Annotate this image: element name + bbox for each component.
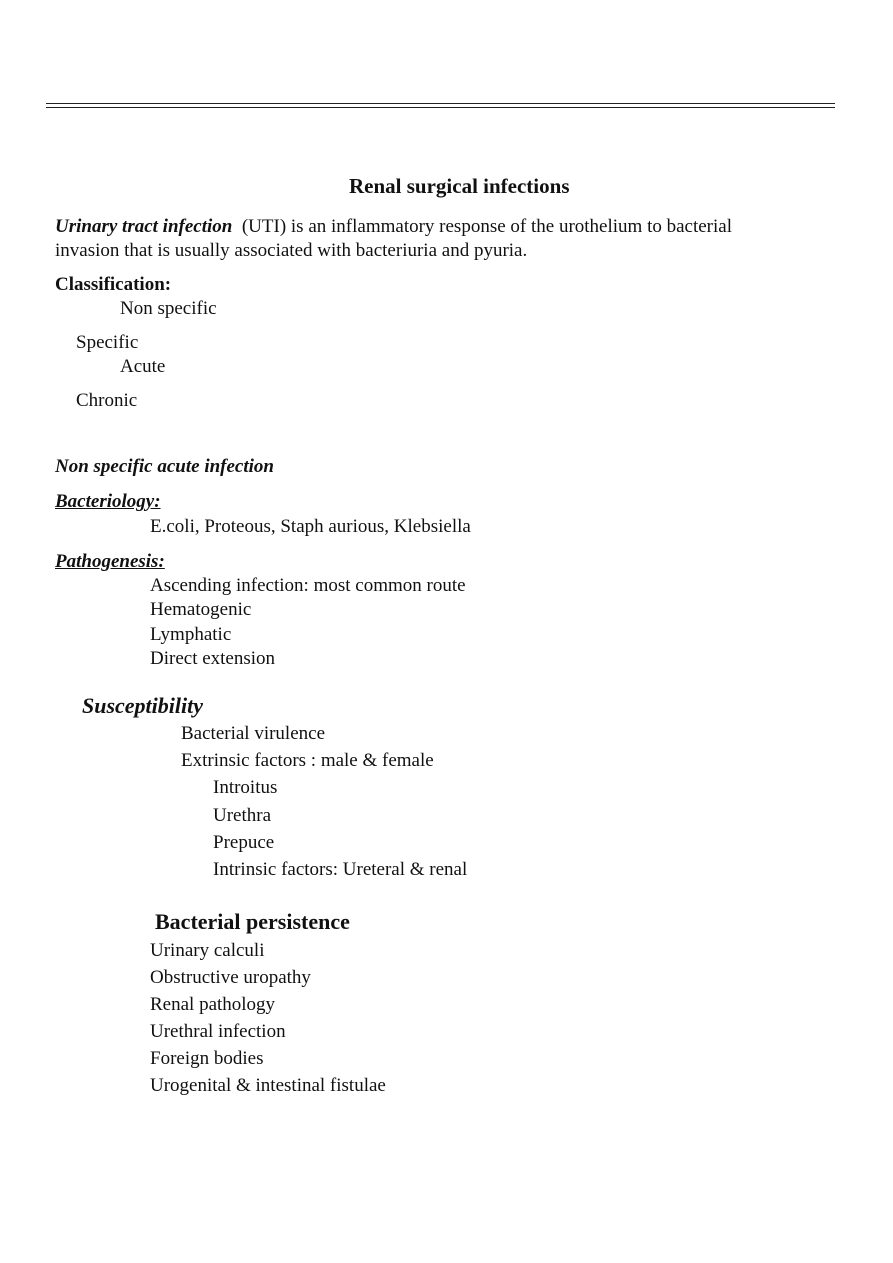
bacteriology-text: E.coli, Proteous, Staph aurious, Klebsiella [150, 516, 471, 537]
intro-text-line2: invasion that is usually associated with bacteriuria and pyuria. [55, 240, 528, 261]
pathogenesis-item: Ascending infection: most common route [150, 575, 466, 596]
header-rule-top [46, 103, 835, 104]
persistence-item: Urinary calculi [150, 940, 265, 961]
susceptibility-subitem: Urethra [213, 805, 272, 826]
intro-paragraph [55, 215, 805, 263]
susceptibility-subitem: Introitus [213, 777, 278, 798]
intro-term: Urinary tract infection [55, 216, 233, 237]
susceptibility-subitem: Intrinsic factors: Ureteral & renal [213, 859, 468, 880]
persistence-item: Urethral infection [150, 1021, 286, 1042]
page-title: Renal surgical infections [349, 174, 570, 198]
pathogenesis-heading: Pathogenesis: [55, 551, 165, 572]
classification-item-nonspecific: Non specific [120, 298, 217, 319]
pathogenesis-item: Lymphatic [150, 624, 232, 645]
classification-item-specific: Specific [76, 332, 139, 353]
susceptibility-item: Bacterial virulence [181, 723, 326, 744]
susceptibility-heading: Susceptibility [82, 693, 203, 718]
classification-item-acute: Acute [120, 356, 166, 377]
persistence-item: Obstructive uropathy [150, 967, 311, 988]
classification-item-chronic: Chronic [76, 390, 138, 411]
header-rule-bottom [46, 107, 835, 108]
persistence-item: Foreign bodies [150, 1048, 264, 1069]
nonspecific-heading: Non specific acute infection [55, 456, 274, 477]
classification-heading: Classification: [55, 274, 172, 295]
susceptibility-subitem: Prepuce [213, 832, 275, 853]
intro-text-line1: (UTI) is an inflammatory response of the urothelium to bacterial [241, 216, 732, 237]
persistence-item: Renal pathology [150, 994, 276, 1015]
pathogenesis-item: Direct extension [150, 648, 276, 669]
pathogenesis-item: Hematogenic [150, 599, 252, 620]
persistence-heading: Bacterial persistence [155, 909, 350, 934]
persistence-item: Urogenital & intestinal fistulae [150, 1075, 386, 1096]
bacteriology-heading: Bacteriology: [55, 491, 161, 512]
susceptibility-item: Extrinsic factors : male & female [181, 750, 434, 771]
